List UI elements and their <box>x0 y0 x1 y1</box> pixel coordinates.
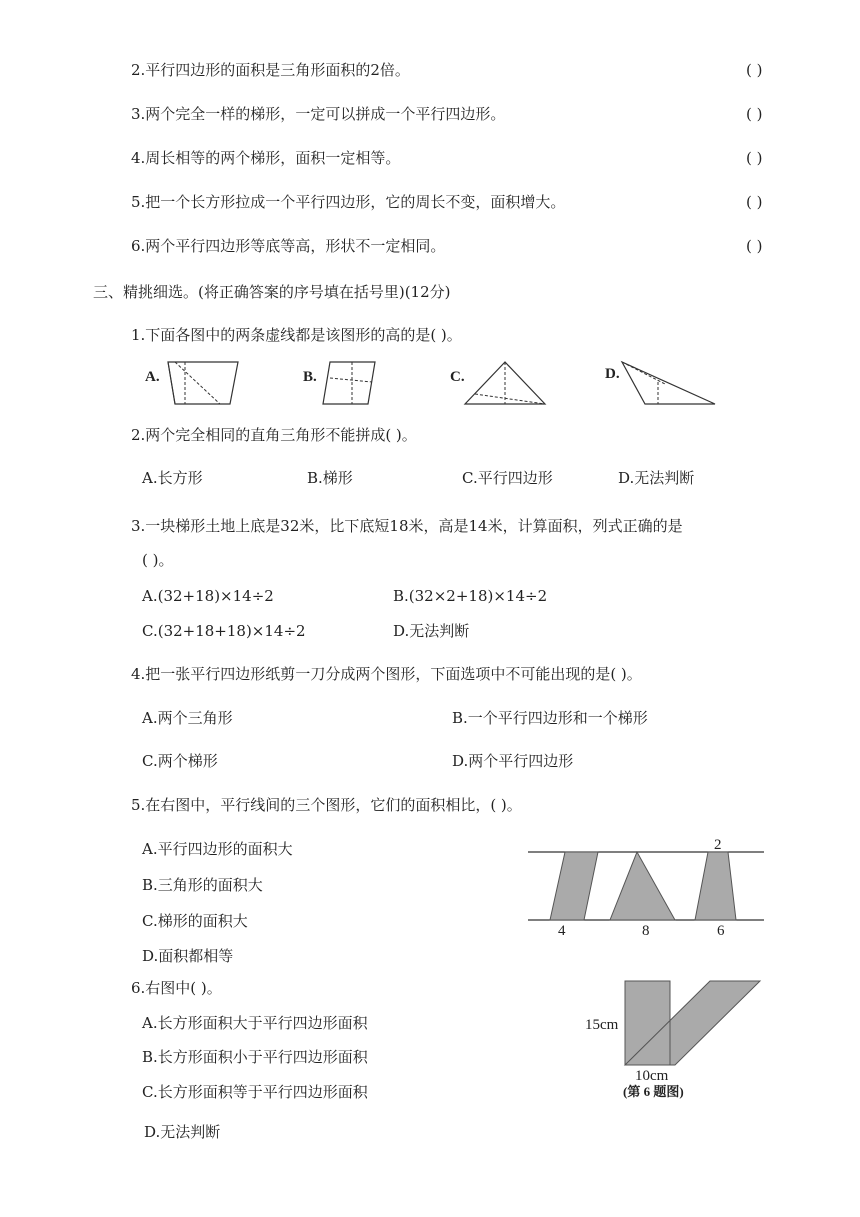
answer-paren-3[interactable]: ( ) <box>746 105 763 123</box>
q6-figure <box>585 977 770 1102</box>
trap-base-label: 6 <box>717 923 725 939</box>
fig-d-triangle <box>622 362 715 404</box>
judge-item-2: 2.平行四边形的面积是三角形面积的2倍。 <box>131 61 410 79</box>
q2-option-b[interactable]: B.梯形 <box>307 469 353 487</box>
fig-a-trapezoid <box>168 362 238 404</box>
judge-item-6: 6.两个平行四边形等底等高，形状不一定相同。 <box>131 237 446 255</box>
q5-option-d[interactable]: D.面积都相等 <box>142 947 234 965</box>
q5-figure <box>528 834 768 940</box>
q3-option-a[interactable]: A.(32+18)×14÷2 <box>142 587 274 605</box>
q3-option-b[interactable]: B.(32×2+18)×14÷2 <box>393 587 548 605</box>
section-heading: 三、精挑细选。(将正确答案的序号填在括号里)(12分) <box>93 283 451 301</box>
fig-a-label: A. <box>145 369 160 385</box>
q4-stem: 4.把一张平行四边形纸剪一刀分成两个图形，下面选项中不可能出现的是( )。 <box>131 665 642 683</box>
q4-option-a[interactable]: A.两个三角形 <box>142 709 233 727</box>
q6-option-b[interactable]: B.长方形面积小于平行四边形面积 <box>142 1048 368 1066</box>
fig-b-parallelogram <box>323 362 375 404</box>
q5-option-c[interactable]: C.梯形的面积大 <box>142 912 248 930</box>
para-base-label: 4 <box>558 923 566 939</box>
fig-a-side <box>168 362 175 404</box>
q2-option-c[interactable]: C.平行四边形 <box>462 469 553 487</box>
q3-stem-line2: ( )。 <box>142 551 174 569</box>
q3-option-c[interactable]: C.(32+18+18)×14÷2 <box>142 622 306 640</box>
parallelogram-shape <box>550 852 598 920</box>
top-base-label: 2 <box>714 837 722 853</box>
q6-option-d[interactable]: D.无法判断 <box>144 1123 221 1141</box>
triangle-shape <box>610 852 675 920</box>
q5-option-b[interactable]: B.三角形的面积大 <box>142 876 263 894</box>
tri-base-label: 8 <box>642 923 650 939</box>
answer-paren-2[interactable]: ( ) <box>746 61 763 79</box>
q2-stem: 2.两个完全相同的直角三角形不能拼成( )。 <box>131 426 417 444</box>
q6-stem: 6.右图中( )。 <box>131 979 222 997</box>
trapezoid-shape <box>695 852 736 920</box>
q4-option-b[interactable]: B.一个平行四边形和一个梯形 <box>452 709 648 727</box>
q5-stem: 5.在右图中，平行线间的三个图形，它们的面积相比，( )。 <box>131 796 522 814</box>
answer-paren-6[interactable]: ( ) <box>746 237 763 255</box>
q2-option-d[interactable]: D.无法判断 <box>618 469 695 487</box>
fig-b-label: B. <box>303 369 317 385</box>
figure-caption: (第 6 题图) <box>623 1084 684 1099</box>
q6-option-a[interactable]: A.长方形面积大于平行四边形面积 <box>142 1014 368 1032</box>
judge-item-4: 4.周长相等的两个梯形，面积一定相等。 <box>131 149 401 167</box>
q1-figures <box>140 358 730 408</box>
fig-b-dash <box>330 378 372 382</box>
q2-option-a[interactable]: A.长方形 <box>142 469 203 487</box>
height-label: 15cm <box>585 1017 619 1033</box>
q4-option-d[interactable]: D.两个平行四边形 <box>452 752 574 770</box>
q5-option-a[interactable]: A.平行四边形的面积大 <box>142 840 293 858</box>
q3-option-d[interactable]: D.无法判断 <box>393 622 470 640</box>
q6-option-c[interactable]: C.长方形面积等于平行四边形面积 <box>142 1083 368 1101</box>
fig-d-label: D. <box>605 366 620 382</box>
q4-option-c[interactable]: C.两个梯形 <box>142 752 218 770</box>
judge-item-3: 3.两个完全一样的梯形，一定可以拼成一个平行四边形。 <box>131 105 506 123</box>
base-label: 10cm <box>635 1068 669 1084</box>
answer-paren-4[interactable]: ( ) <box>746 149 763 167</box>
q1-stem: 1.下面各图中的两条虚线都是该图形的高的是( )。 <box>131 326 462 344</box>
answer-paren-5[interactable]: ( ) <box>746 193 763 211</box>
fig-c-dash <box>475 394 545 404</box>
judge-item-5: 5.把一个长方形拉成一个平行四边形，它的周长不变，面积增大。 <box>131 193 566 211</box>
q3-stem-line1: 3.一块梯形土地上底是32米，比下底短18米，高是14米，计算面积，列式正确的是 <box>131 517 683 535</box>
fig-a-dash <box>175 362 220 404</box>
fig-c-label: C. <box>450 369 465 385</box>
